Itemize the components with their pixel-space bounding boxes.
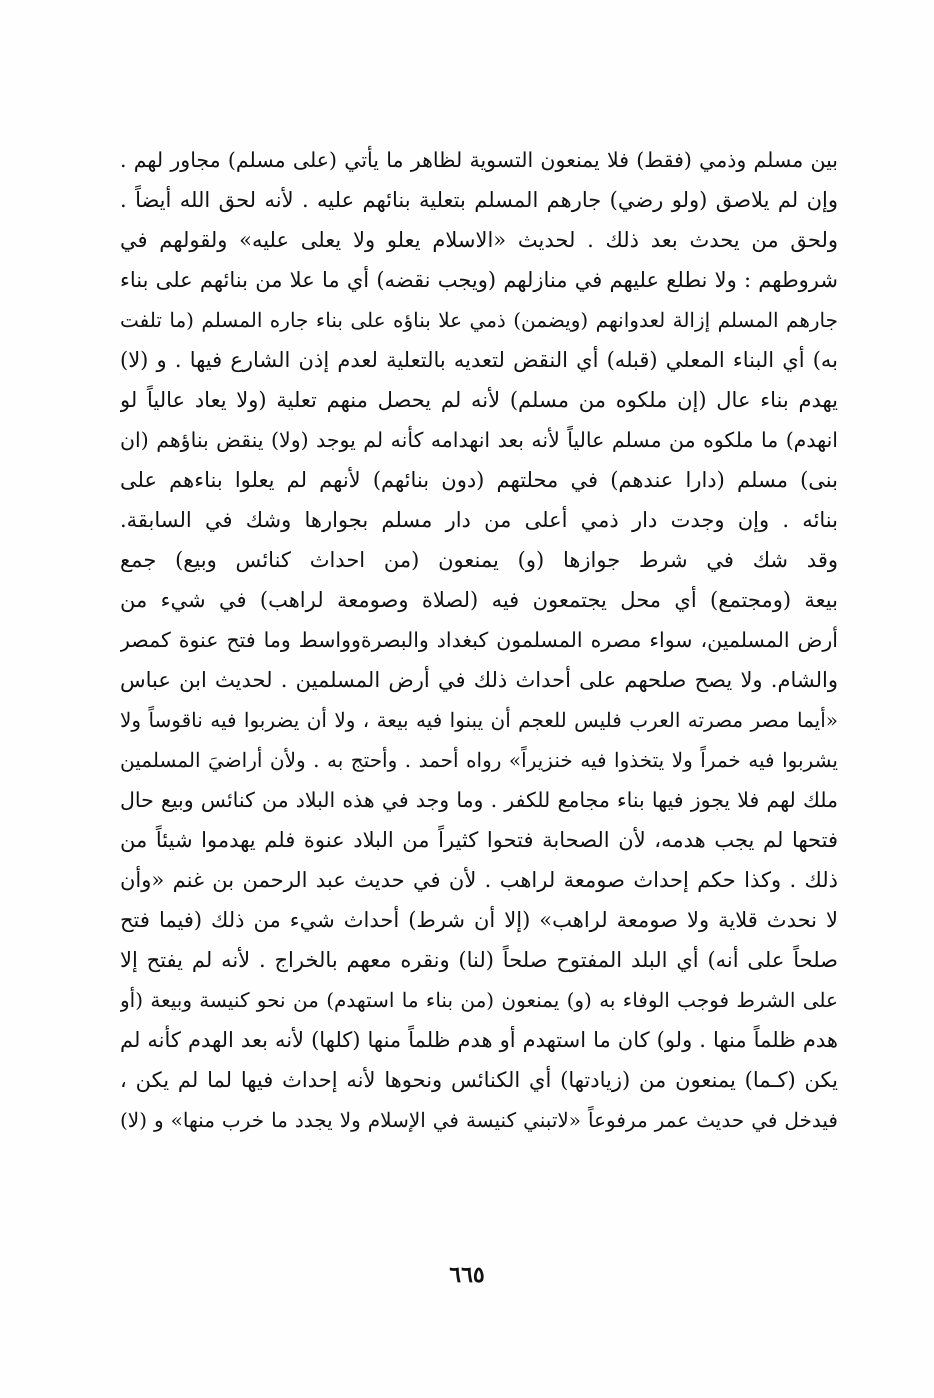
body-text bbox=[120, 140, 838, 1140]
text-line: «أيما مصر مصرته العرب فليس للعجم أن يبنوا فيه بيعة ، ولا أن يضربوا فيه ناقوساً ولا bbox=[120, 708, 838, 732]
text-line: بيعة (ومجتمع) أي محل يجتمعون فيه (لصلاة وصومعة لراهب) في شيء من bbox=[120, 588, 838, 612]
text-line: ولحق من يحدث بعد ذلك . لحديث «الاسلام يعلو ولا يعلى عليه» ولقولهم في bbox=[120, 228, 838, 252]
text-line: به) أي البناء المعلي (قبله) أي النقض لتعديه بالتعلية لعدم إذن الشارع فيها . و (لا) bbox=[120, 348, 838, 372]
page-number: ٦٦٥ bbox=[449, 1262, 485, 1288]
text-line: بين مسلم وذمي (فقط) فلا يمنعون التسوية لظاهر ما يأتي (على مسلم) مجاور لهم . bbox=[120, 148, 838, 172]
text-line: وإن لم يلاصق (ولو رضي) جارهم المسلم بتعلية بنائهم عليه . لأنه لحق الله أيضاً . bbox=[120, 188, 838, 212]
text-line: فيدخل في حديث عمر مرفوعاً «لاتبني كنيسة في الإسلام ولا يجدد ما خرب منها» و (لا) bbox=[120, 1108, 838, 1132]
text-line: صلحاً على أنه) أي البلد المفتوح صلحاً (لنا) ونقره معهم بالخراج . لأنه لم يفتح إلا bbox=[120, 948, 838, 972]
text-line: بنائه . وإن وجدت دار ذمي أعلى من دار مسلم بجوارها وشك في السابقة. bbox=[120, 508, 838, 532]
text-line: جارهم المسلم إزالة لعدوانهم (ويضمن) ذمي علا بناؤه على بناء جاره المسلم (ما تلفت bbox=[120, 308, 838, 332]
text-line: لا نحدث قلاية ولا صومعة لراهب» (إلا أن شرط) أحداث شيء من ذلك (فيما فتح bbox=[120, 908, 838, 932]
text-line: والشام. ولا يصح صلحهم على أحداث ذلك في أرض المسلمين . لحديث ابن عباس bbox=[120, 668, 838, 692]
text-line: ملك لهم فلا يجوز فيها بناء مجامع للكفر . وما وجد في هذه البلاد من كنائس وبيع حال bbox=[120, 788, 838, 812]
text-line: شروطهم : ولا نطلع عليهم في منازلهم (ويجب نقضه) أي ما علا من بنائهم على بناء bbox=[120, 268, 838, 292]
text-line: هدم ظلماً منها . ولو) كان ما استهدم أو هدم ظلماً منها (كلها) لأنه بعد الهدم كأنه لم bbox=[120, 1028, 838, 1052]
text-line: يكن (كـما) يمنعون من (زيادتها) أي الكنائس ونحوها لأنه إحداث فيها لما لم يكن ، bbox=[120, 1068, 838, 1092]
text-line: على الشرط فوجب الوفاء به (و) يمنعون (من بناء ما استهدم) من نحو كنيسة وبيعة (أو bbox=[120, 988, 838, 1012]
text-line: أرض المسلمين، سواء مصره المسلمون كبغداد والبصرةوواسط وما فتح عنوة كمصر bbox=[120, 628, 838, 652]
text-line: يهدم بناء عال (إن ملكوه من مسلم) لأنه لم يحصل منهم تعلية (ولا يعاد عالياً لو bbox=[120, 388, 838, 412]
text-line: فتحها لم يجب هدمه، لأن الصحابة فتحوا كثيراً من البلاد عنوة فلم يهدموا شيئاً من bbox=[120, 828, 838, 852]
text-line: بنى) مسلم (دارا عندهم) في محلتهم (دون بنائهم) لأنهم لم يعلوا بناءهم على bbox=[120, 468, 838, 492]
text-line: وقد شك في شرط جوازها (و) يمنعون (من احداث كنائس وبيع) جمع bbox=[120, 548, 838, 572]
text-line: انهدم) ما ملكوه من مسلم عالياً لأنه بعد انهدامه كأنه لم يوجد (ولا) ينقض بناؤهم (ان bbox=[120, 428, 838, 452]
text-line: ذلك . وكذا حكم إحداث صومعة لراهب . لأن في حديث عبد الرحمن بن غنم «وأن bbox=[120, 868, 838, 892]
text-line: يشربوا فيه خمراً ولا يتخذوا فيه خنزيراً» رواه أحمد . وأحتج به . ولأن أراضيَ المسلمين bbox=[120, 748, 838, 772]
